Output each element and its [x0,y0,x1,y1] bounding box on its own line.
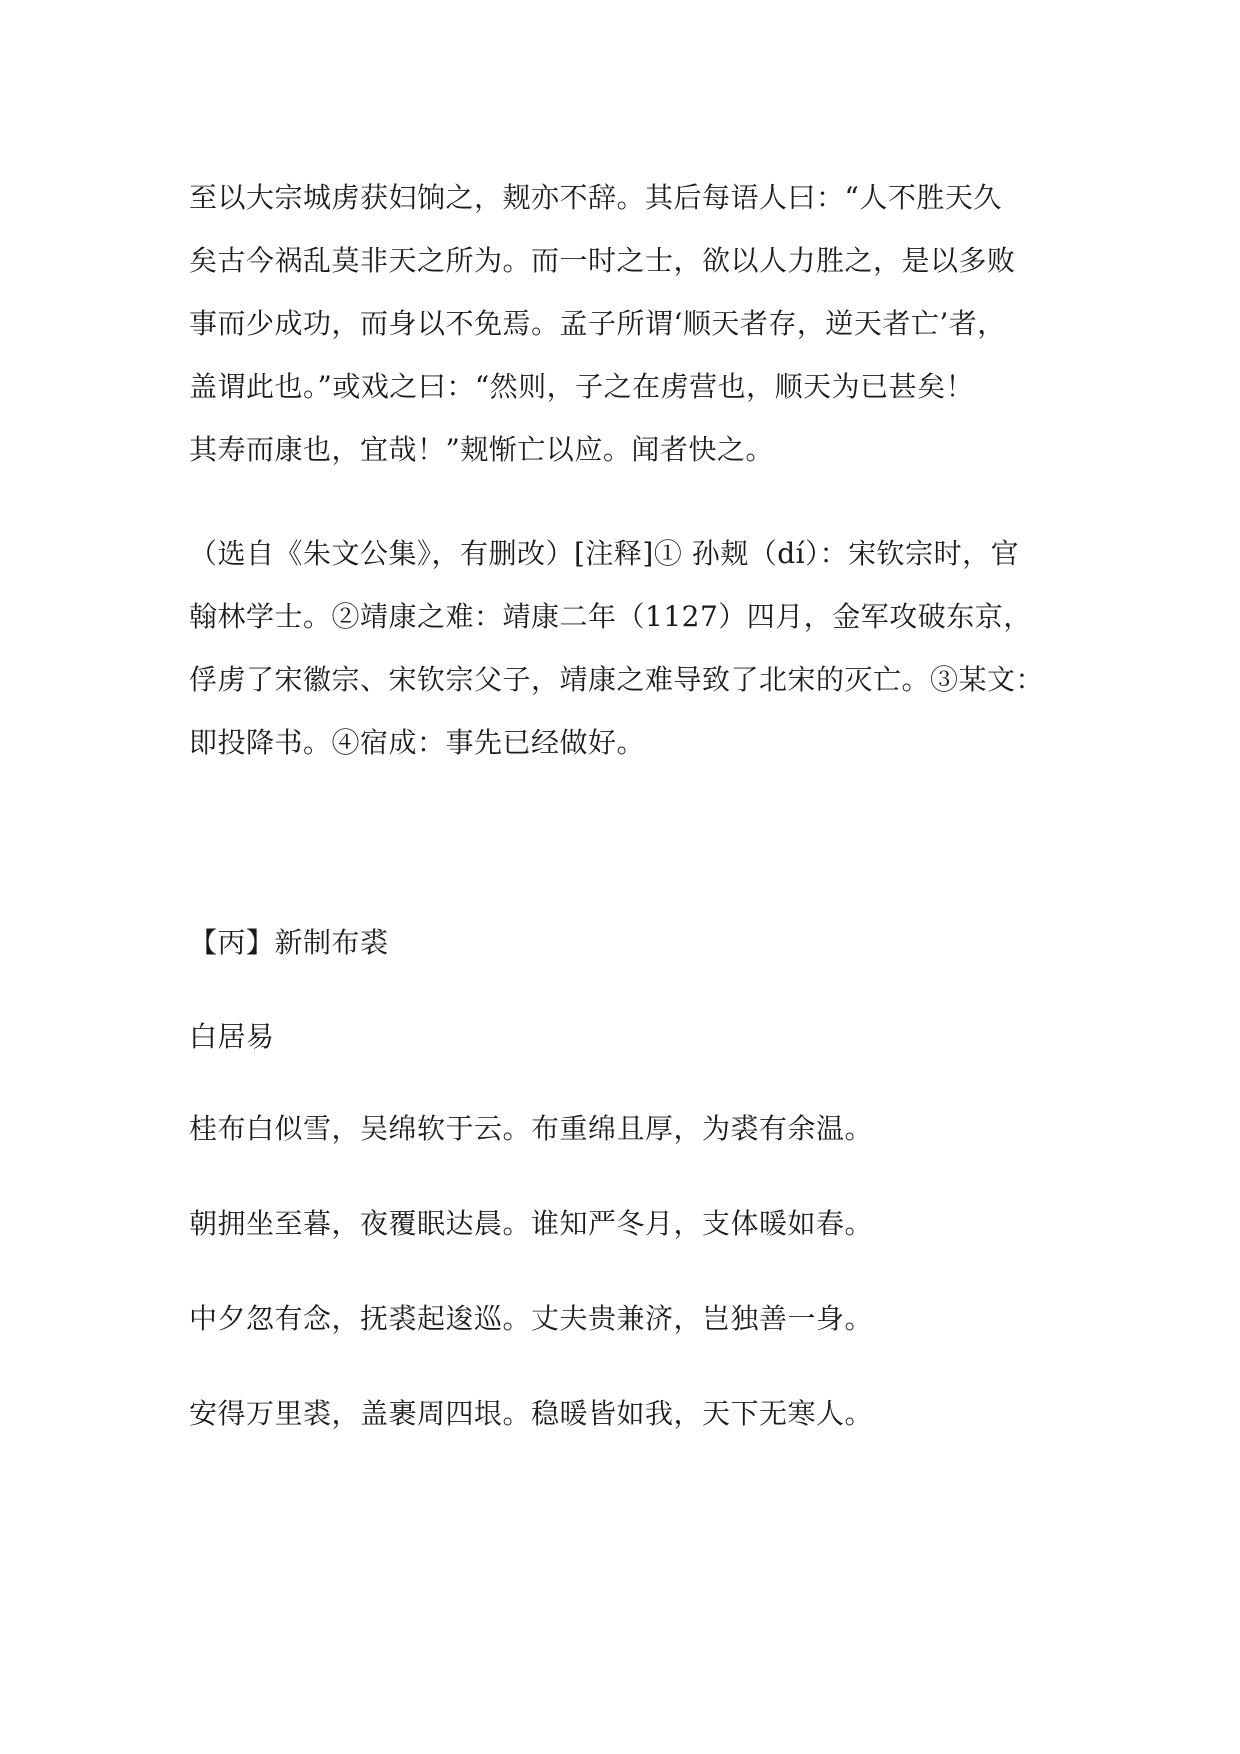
poem-line: 桂布白似雪，吴绵软于云。布重绵且厚，为裘有余温。 [189,1112,874,1145]
note-line: 翰林学士。②靖康之难：靖康二年（1127）四月，金军攻破东京， [189,600,1032,633]
note-line: （选自《朱文公集》，有删改）[注释]① 孙觌（dí）：宋钦宗时，官 [189,537,1020,570]
poem-title [189,911,1059,974]
note-line: 俘虏了宋徽宗、宋钦宗父子，靖康之难导致了北宋的灭亡。③某文： [189,663,1045,696]
poem-author-text: 白居易 [189,1020,275,1053]
passage-line: 矣古今祸乱莫非天之所为。而一时之士，欲以人力胜之，是以多败 [189,244,1016,277]
passage-line: 盖谓此也。”或戏之曰：“然则，子之在虏营也，顺天为已甚矣！ [189,370,975,403]
annotation-notes [189,522,1059,774]
passage-continued [189,166,1059,481]
note-line: 即投降书。④宿成：事先已经做好。 [189,726,646,759]
poem-line: 中夕忽有念，抚裘起逡巡。丈夫贵兼济，岂独善一身。 [189,1302,874,1335]
poem-body [189,1097,1059,1477]
passage-line: 事而少成功，而身以不免焉。孟子所谓‘顺天者存，逆天者亡’者， [189,307,1006,340]
passage-line: 其寿而康也，宜哉！”觌惭亡以应。闻者快之。 [189,433,774,466]
poem-line: 朝拥坐至暮，夜覆眠达晨。谁知严冬月，支体暖如春。 [189,1207,874,1240]
passage-line: 至以大宗城虏获妇饷之，觌亦不辞。其后每语人曰：“人不胜天久 [189,181,1002,214]
poem-author [189,1005,1059,1068]
poem-title-text: 【丙】新制布裘 [189,926,389,959]
poem-line: 安得万里裘，盖裹周四垠。稳暖皆如我，天下无寒人。 [189,1397,874,1430]
